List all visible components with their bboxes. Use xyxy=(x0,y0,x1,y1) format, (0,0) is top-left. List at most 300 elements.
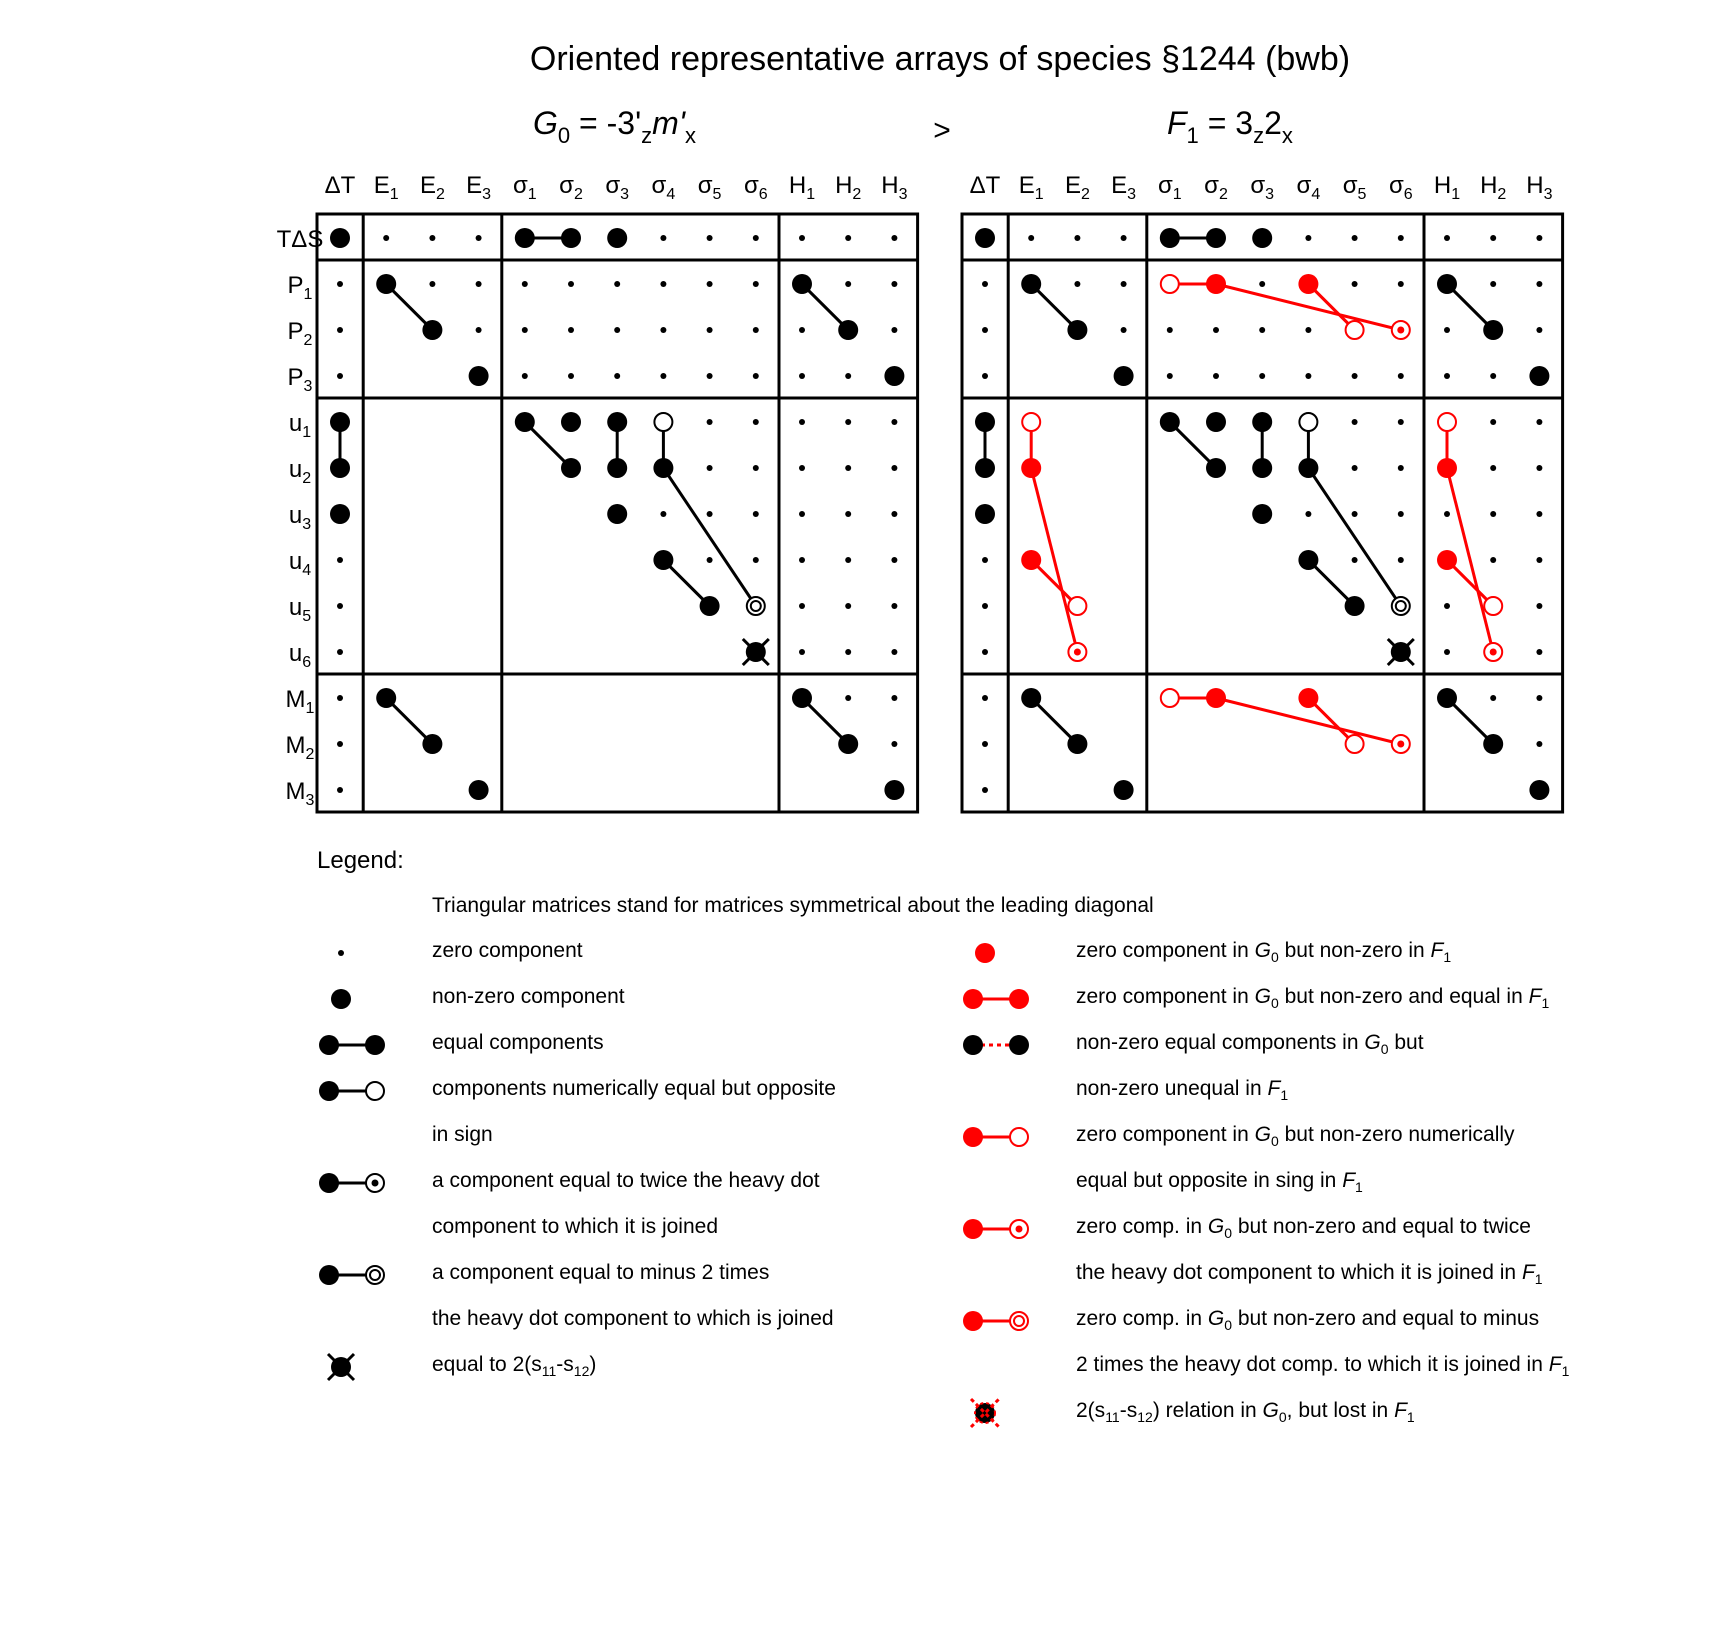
column-header: σ5 xyxy=(1342,172,1367,204)
legend-note: Triangular matrices stand for matrices symmetrical about the leading diagonal xyxy=(432,894,1154,917)
component-big xyxy=(838,320,858,340)
zero-component xyxy=(799,235,805,241)
zero-component xyxy=(1352,373,1358,379)
component-cross xyxy=(1388,639,1414,665)
column-header: E1 xyxy=(1018,172,1044,204)
zero-component xyxy=(891,603,897,609)
zero-component xyxy=(707,511,713,517)
component-dotc xyxy=(1392,735,1410,753)
zero-component xyxy=(753,327,759,333)
zero-component xyxy=(707,419,713,425)
zero-component xyxy=(982,603,988,609)
zero-component xyxy=(1121,235,1127,241)
zero-component xyxy=(1398,373,1404,379)
component-big xyxy=(1206,274,1226,294)
zero-component xyxy=(753,557,759,563)
column-header: σ2 xyxy=(1204,172,1228,204)
zero-component xyxy=(1490,235,1496,241)
zero-component xyxy=(1398,465,1404,471)
column-header: E3 xyxy=(1111,172,1137,204)
column-header: σ6 xyxy=(743,172,768,204)
zero-component xyxy=(1490,465,1496,471)
component-big xyxy=(975,228,995,248)
legend-label: 2 times the heavy dot comp. to which it is joined in $F_1$ xyxy=(1076,1353,1570,1380)
component-big xyxy=(1345,596,1365,616)
zero-component xyxy=(1536,281,1542,287)
legend-symbol-cross xyxy=(328,1354,354,1380)
legend-dot xyxy=(366,1082,384,1100)
component-big xyxy=(330,228,350,248)
component-open xyxy=(1022,413,1040,431)
component-big xyxy=(975,504,995,524)
zero-component xyxy=(614,281,620,287)
component-open xyxy=(1299,413,1317,431)
zero-component xyxy=(707,557,713,563)
component-big xyxy=(469,780,489,800)
component-big xyxy=(884,780,904,800)
zero-component xyxy=(707,327,713,333)
component-big xyxy=(1483,734,1503,754)
diagram-title: Oriented representative arrays of species §1244 (bwb) xyxy=(529,40,1351,78)
legend-label: the heavy dot component to which is joined xyxy=(432,1307,834,1330)
column-header: E1 xyxy=(373,172,399,204)
column-header: σ4 xyxy=(651,172,676,204)
legend-dot xyxy=(1009,1035,1029,1055)
zero-component xyxy=(1490,695,1496,701)
zero-component xyxy=(337,327,343,333)
zero-component xyxy=(982,649,988,655)
component-big xyxy=(561,458,581,478)
column-header: E2 xyxy=(419,172,445,204)
component-big xyxy=(469,366,489,386)
component-target xyxy=(1392,597,1410,615)
component-target xyxy=(747,597,765,615)
component-big xyxy=(1206,228,1226,248)
legend-label: zero comp. in $G_0$ but non-zero and equal to twice xyxy=(1076,1215,1531,1242)
legend-symbol-zero xyxy=(338,950,344,956)
component-big xyxy=(607,412,627,432)
zero-component xyxy=(891,741,897,747)
zero-component xyxy=(1259,327,1265,333)
legend-dot xyxy=(1010,1128,1028,1146)
component-link xyxy=(663,468,755,606)
zero-component xyxy=(1398,511,1404,517)
zero-component xyxy=(1213,327,1219,333)
component-big xyxy=(1160,412,1180,432)
zero-component xyxy=(1398,235,1404,241)
zero-component xyxy=(337,281,343,287)
zero-component xyxy=(845,649,851,655)
zero-component xyxy=(845,465,851,471)
row-header: u3 xyxy=(288,502,312,534)
zero-component xyxy=(1536,235,1542,241)
component-open xyxy=(1484,597,1502,615)
column-header: H1 xyxy=(788,172,816,204)
legend-dot xyxy=(963,989,983,1009)
legend-label: a component equal to minus 2 times xyxy=(432,1261,770,1284)
zero-component xyxy=(429,281,435,287)
zero-component xyxy=(337,373,343,379)
legend-dot xyxy=(963,1127,983,1147)
component-big xyxy=(1437,688,1457,708)
legend-dot xyxy=(319,1173,339,1193)
zero-component xyxy=(337,787,343,793)
big-dot xyxy=(331,989,351,1009)
zero-component xyxy=(982,695,988,701)
zero-component xyxy=(1259,373,1265,379)
zero-component xyxy=(1305,327,1311,333)
zero-component xyxy=(660,373,666,379)
legend-label: $2(s_{11}-s_{12})$ relation in $G_0$, but lost in $F_1$ xyxy=(1076,1399,1415,1426)
zero-component xyxy=(982,787,988,793)
legend-heading: Legend: xyxy=(317,847,404,874)
zero-component xyxy=(753,373,759,379)
zero-component xyxy=(614,327,620,333)
component-dotc xyxy=(1392,321,1410,339)
legend-dot xyxy=(1010,1312,1028,1330)
component-big xyxy=(561,228,581,248)
column-header: H3 xyxy=(1526,172,1553,204)
right_group-symbol: F1 = 3z2x xyxy=(1167,105,1293,148)
zero-component xyxy=(1444,603,1450,609)
component-big xyxy=(1437,274,1457,294)
zero-component xyxy=(891,235,897,241)
zero-component xyxy=(568,281,574,287)
zero-component xyxy=(1028,235,1034,241)
zero-component xyxy=(845,511,851,517)
zero-component xyxy=(1490,281,1496,287)
legend-symbol-red-minus2 xyxy=(963,1311,1028,1331)
column-header: σ1 xyxy=(1157,172,1182,204)
row-header: u6 xyxy=(288,640,312,672)
legend-dot xyxy=(1009,989,1029,1009)
zero-component xyxy=(1352,465,1358,471)
legend-label: non-zero equal components in $G_0$ but xyxy=(1076,1031,1424,1058)
legend-dot xyxy=(963,1219,983,1239)
component-open xyxy=(1346,321,1364,339)
matrices xyxy=(317,214,1563,812)
component-big xyxy=(1160,228,1180,248)
component-big xyxy=(653,550,673,570)
component-big xyxy=(1021,274,1041,294)
zero-component xyxy=(982,557,988,563)
zero-component xyxy=(476,281,482,287)
zero-component xyxy=(1536,511,1542,517)
component-big xyxy=(1206,688,1226,708)
legend-symbol-big xyxy=(331,989,351,1009)
zero-component xyxy=(982,741,988,747)
zero-component xyxy=(982,327,988,333)
zero-component xyxy=(707,281,713,287)
column-header: H2 xyxy=(1480,172,1507,204)
component-big xyxy=(975,458,995,478)
zero-component xyxy=(1536,465,1542,471)
zero-component xyxy=(891,511,897,517)
component-cross xyxy=(743,639,769,665)
component-link xyxy=(1308,468,1400,606)
zero-component xyxy=(1536,649,1542,655)
zero-component xyxy=(1536,695,1542,701)
column-header: H1 xyxy=(1433,172,1461,204)
zero-component xyxy=(1121,327,1127,333)
component-open xyxy=(1068,597,1086,615)
big-dot xyxy=(975,943,995,963)
component-big xyxy=(1298,458,1318,478)
zero-component xyxy=(707,373,713,379)
component-big xyxy=(376,688,396,708)
zero-component xyxy=(1444,649,1450,655)
column-header: σ1 xyxy=(512,172,537,204)
zero-component xyxy=(845,695,851,701)
component-open xyxy=(1438,413,1456,431)
component-big xyxy=(1067,734,1087,754)
legend-symbol-red-twice xyxy=(963,1219,1028,1239)
zero-component xyxy=(337,741,343,747)
zero-component xyxy=(1536,603,1542,609)
zero-component xyxy=(1536,557,1542,563)
zero-component xyxy=(1444,327,1450,333)
component-big xyxy=(792,274,812,294)
component-big xyxy=(653,458,673,478)
zero-component xyxy=(1536,327,1542,333)
zero-component xyxy=(1490,557,1496,563)
zero-component xyxy=(891,327,897,333)
component-big xyxy=(1114,366,1134,386)
zero-component xyxy=(753,235,759,241)
component-big xyxy=(1529,780,1549,800)
legend-label: zero component in $G_0$ but non-zero in $F_1$ xyxy=(1076,939,1452,966)
zero-component xyxy=(476,327,482,333)
row-header: u5 xyxy=(288,594,312,626)
legend-label: zero comp. in $G_0$ but non-zero and equal to minus xyxy=(1076,1307,1540,1334)
left_group-symbol: G0 = -3'zm'x xyxy=(533,105,696,148)
zero-component xyxy=(891,419,897,425)
component-big xyxy=(376,274,396,294)
zero-component xyxy=(1352,235,1358,241)
row-header: u1 xyxy=(288,410,312,442)
component-big xyxy=(1483,320,1503,340)
legend-label: zero component xyxy=(432,939,583,962)
zero-component xyxy=(982,281,988,287)
component-big xyxy=(1252,412,1272,432)
zero-component xyxy=(707,465,713,471)
zero-component xyxy=(568,373,574,379)
column-header: E2 xyxy=(1064,172,1090,204)
zero-component xyxy=(660,281,666,287)
component-big xyxy=(1298,688,1318,708)
zero-component xyxy=(891,557,897,563)
zero-component xyxy=(799,327,805,333)
row-header: TΔS xyxy=(276,226,324,253)
zero-component xyxy=(1074,235,1080,241)
component-big xyxy=(515,228,535,248)
zero-component xyxy=(1352,557,1358,563)
column-header: σ3 xyxy=(1250,172,1275,204)
legend-symbol-red-equal xyxy=(963,989,1029,1009)
zero-component xyxy=(1352,419,1358,425)
component-big xyxy=(1021,458,1041,478)
row-header: P1 xyxy=(287,272,313,304)
zero-component xyxy=(891,465,897,471)
component-open xyxy=(654,413,672,431)
zero-component xyxy=(845,235,851,241)
zero-component xyxy=(1536,741,1542,747)
legend-dot xyxy=(963,1311,983,1331)
zero-component xyxy=(891,281,897,287)
zero-component xyxy=(845,281,851,287)
zero-component xyxy=(1074,281,1080,287)
legend-dot xyxy=(365,1035,385,1055)
component-big xyxy=(330,504,350,524)
component-big xyxy=(1298,550,1318,570)
legend-label: zero component in $G_0$ but non-zero numerically xyxy=(1076,1123,1515,1150)
legend-label: component to which it is joined xyxy=(432,1215,718,1238)
column-header: σ2 xyxy=(559,172,583,204)
component-dotc xyxy=(1484,643,1502,661)
row-header: M1 xyxy=(285,686,315,718)
component-big xyxy=(1298,274,1318,294)
zero-component xyxy=(522,327,528,333)
legend-symbol-minus2 xyxy=(319,1265,384,1285)
component-big xyxy=(1437,458,1457,478)
zero-component xyxy=(1352,281,1358,287)
legend-dot xyxy=(319,1035,339,1055)
component-big xyxy=(330,458,350,478)
zero-component xyxy=(1490,373,1496,379)
component-big xyxy=(1021,550,1041,570)
zero-component xyxy=(1305,511,1311,517)
legend-dot xyxy=(1010,1220,1028,1238)
zero-component xyxy=(1121,281,1127,287)
legend-symbol-red-cross xyxy=(971,1399,999,1427)
legend-label: components numerically equal but opposite xyxy=(432,1077,836,1100)
matrix-G0 xyxy=(317,214,918,812)
zero-component xyxy=(799,465,805,471)
component-big xyxy=(607,504,627,524)
component-dotc xyxy=(1068,643,1086,661)
zero-component xyxy=(476,235,482,241)
component-big xyxy=(607,228,627,248)
zero-component xyxy=(845,373,851,379)
legend-symbol-opposite xyxy=(319,1081,384,1101)
row-header: u2 xyxy=(288,456,312,488)
zero-component xyxy=(522,281,528,287)
component-open xyxy=(1346,735,1364,753)
legend-symbol-twice xyxy=(319,1173,384,1193)
zero-component xyxy=(753,511,759,517)
zero-component xyxy=(1167,373,1173,379)
component-big xyxy=(1529,366,1549,386)
zero-component xyxy=(1305,373,1311,379)
legend-label: equal to $2(s_{11}-s_{12})$ xyxy=(432,1353,597,1380)
zero-component xyxy=(337,557,343,563)
cross-dot xyxy=(328,1354,354,1380)
component-big xyxy=(1252,228,1272,248)
legend-symbol-dotted-equal xyxy=(963,1035,1029,1055)
matrix-headers xyxy=(277,105,1553,809)
zero-component xyxy=(660,511,666,517)
component-open xyxy=(1161,275,1179,293)
zero-component xyxy=(1398,419,1404,425)
legend-label: a component equal to twice the heavy dot xyxy=(432,1169,820,1192)
legend-dot xyxy=(963,1035,983,1055)
zero-component xyxy=(383,235,389,241)
zero-component xyxy=(799,649,805,655)
zero-component xyxy=(845,557,851,563)
legend-dot xyxy=(366,1174,384,1192)
zero-component xyxy=(1398,557,1404,563)
zero-component xyxy=(614,373,620,379)
component-big xyxy=(792,688,812,708)
zero-component xyxy=(799,373,805,379)
component-big xyxy=(1206,458,1226,478)
zero-component xyxy=(1167,327,1173,333)
zero-component xyxy=(660,327,666,333)
zero-component xyxy=(845,419,851,425)
zero-component xyxy=(982,373,988,379)
component-big xyxy=(330,412,350,432)
zero-component xyxy=(1444,373,1450,379)
component-open xyxy=(1161,689,1179,707)
column-header: E3 xyxy=(466,172,492,204)
column-header: σ3 xyxy=(605,172,630,204)
legend-dot xyxy=(366,1266,384,1284)
legend-symbol-red-big xyxy=(975,943,995,963)
legend-label: non-zero unequal in $F_1$ xyxy=(1076,1077,1289,1104)
zero-component xyxy=(568,327,574,333)
zero-component xyxy=(1213,373,1219,379)
zero-component xyxy=(707,235,713,241)
legend-label: equal but opposite in sing in $F_1$ xyxy=(1076,1169,1363,1196)
row-header: P2 xyxy=(287,318,313,350)
column-header: ΔT xyxy=(324,172,356,199)
zero-component xyxy=(753,465,759,471)
zero-component xyxy=(1490,511,1496,517)
zero-component xyxy=(337,649,343,655)
component-big xyxy=(884,366,904,386)
row-header: M3 xyxy=(285,778,315,810)
column-header: σ5 xyxy=(697,172,722,204)
component-big xyxy=(1021,688,1041,708)
column-header: ΔT xyxy=(969,172,1001,199)
zero-component xyxy=(1352,511,1358,517)
matrix-F1 xyxy=(962,214,1563,812)
column-header: σ6 xyxy=(1388,172,1413,204)
zero-component xyxy=(799,419,805,425)
row-header: M2 xyxy=(285,732,315,764)
column-header: σ4 xyxy=(1296,172,1321,204)
zero-component xyxy=(799,557,805,563)
zero-component xyxy=(1444,235,1450,241)
zero-component xyxy=(753,281,759,287)
legend-symbol-red-opposite xyxy=(963,1127,1028,1147)
legend-label: the heavy dot component to which it is joined in $F_1$ xyxy=(1076,1261,1543,1288)
component-big xyxy=(422,320,442,340)
component-big xyxy=(1252,504,1272,524)
zero-component xyxy=(1259,281,1265,287)
column-header: H2 xyxy=(835,172,862,204)
legend-label: equal components xyxy=(432,1031,604,1054)
zero-component xyxy=(1490,419,1496,425)
comparison-symbol: > xyxy=(933,114,951,147)
small-dot xyxy=(338,950,344,956)
legend-symbol-equal xyxy=(319,1035,385,1055)
zero-component xyxy=(845,603,851,609)
component-big xyxy=(561,412,581,432)
zero-component xyxy=(1305,235,1311,241)
component-big xyxy=(1437,550,1457,570)
zero-component xyxy=(891,695,897,701)
